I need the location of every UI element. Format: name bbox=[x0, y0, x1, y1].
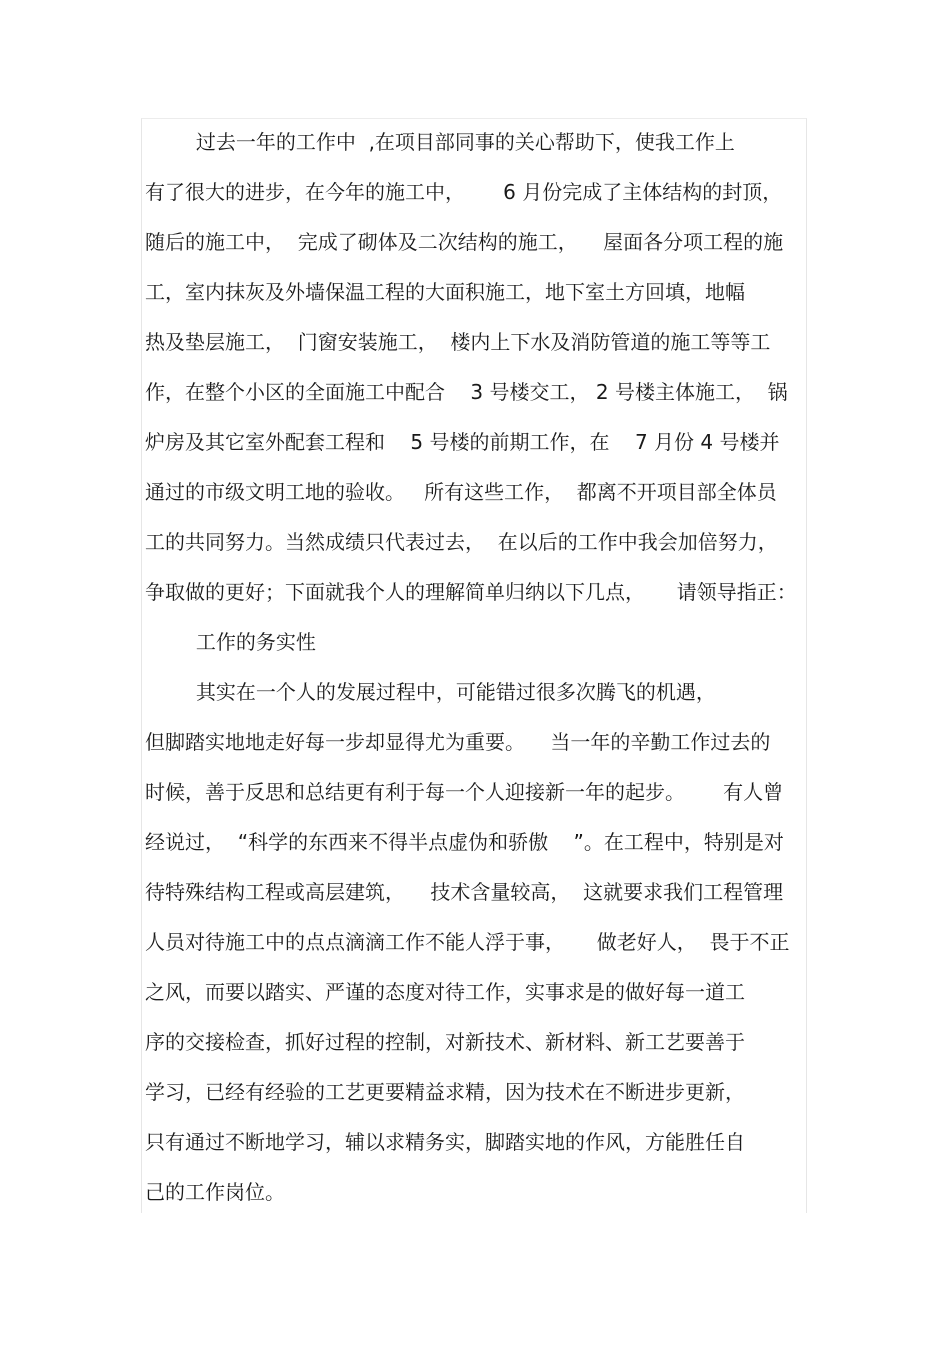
paragraph-line: 炉房及其它室外配套工程和 5 号楼的前期工作，在 7 月份 4 号楼并 bbox=[145, 430, 780, 454]
paragraph-line: 争取做的更好；下面就我个人的理解简单归纳以下几点， 请领导指正： bbox=[145, 580, 797, 604]
paragraph-line: 工的共同努力。当然成绩只代表过去， 在以后的工作中我会加倍努力， bbox=[145, 530, 778, 554]
paragraph-line: 热及垫层施工， 门窗安装施工， 楼内上下水及消防管道的施工等等工 bbox=[145, 330, 771, 354]
paragraph-line: 学习，已经有经验的工艺更要精益求精，因为技术在不断进步更新， bbox=[145, 1080, 745, 1104]
paragraph-line: 作，在整个小区的全面施工中配合 3 号楼交工， 2 号楼主体施工， 锅 bbox=[145, 380, 788, 404]
paragraph-line: 有了很大的进步，在今年的施工中， 6 月份完成了主体结构的封顶， bbox=[145, 180, 783, 204]
paragraph-line: 己的工作岗位。 bbox=[145, 1180, 285, 1204]
section-heading: 工作的务实性 bbox=[145, 630, 316, 654]
paragraph-line: 经说过， “科学的东西来不得半点虚伪和骄傲 ”。在工程中，特别是对 bbox=[145, 830, 784, 854]
paragraph-line: 待特殊结构工程或高层建筑， 技术含量较高， 这就要求我们工程管理 bbox=[145, 880, 784, 904]
paragraph-line: 随后的施工中， 完成了砌体及二次结构的施工， 屋面各分项工程的施 bbox=[145, 230, 784, 254]
paragraph-line: 其实在一个人的发展过程中，可能错过很多次腾飞的机遇， bbox=[145, 680, 716, 704]
paragraph-line: 之风，而要以踏实、严谨的态度对待工作，实事求是的做好每一道工 bbox=[145, 980, 745, 1004]
paragraph-line: 序的交接检查，抓好过程的控制，对新技术、新材料、新工艺要善于 bbox=[145, 1030, 745, 1054]
paragraph-line: 通过的市级文明工地的验收。 所有这些工作， 都离不开项目部全体员 bbox=[145, 480, 777, 504]
paragraph-line: 但脚踏实地地走好每一步却显得尤为重要。 当一年的辛勤工作过去的 bbox=[145, 730, 771, 754]
paragraph-line: 工，室内抹灰及外墙保温工程的大面积施工，地下室土方回填，地幅 bbox=[145, 280, 745, 304]
paragraph-line: 只有通过不断地学习，辅以求精务实，脚踏实地的作风，方能胜任自 bbox=[145, 1130, 745, 1154]
paragraph-line: 人员对待施工中的点点滴滴工作不能人浮于事， 做老好人， 畏于不正 bbox=[145, 930, 790, 954]
paragraph-line: 过去一年的工作中 ,在项目部同事的关心帮助下，使我工作上 bbox=[145, 130, 735, 154]
paragraph-line: 时候，善于反思和总结更有利于每一个人迎接新一年的起步。 有人曾 bbox=[145, 780, 784, 804]
